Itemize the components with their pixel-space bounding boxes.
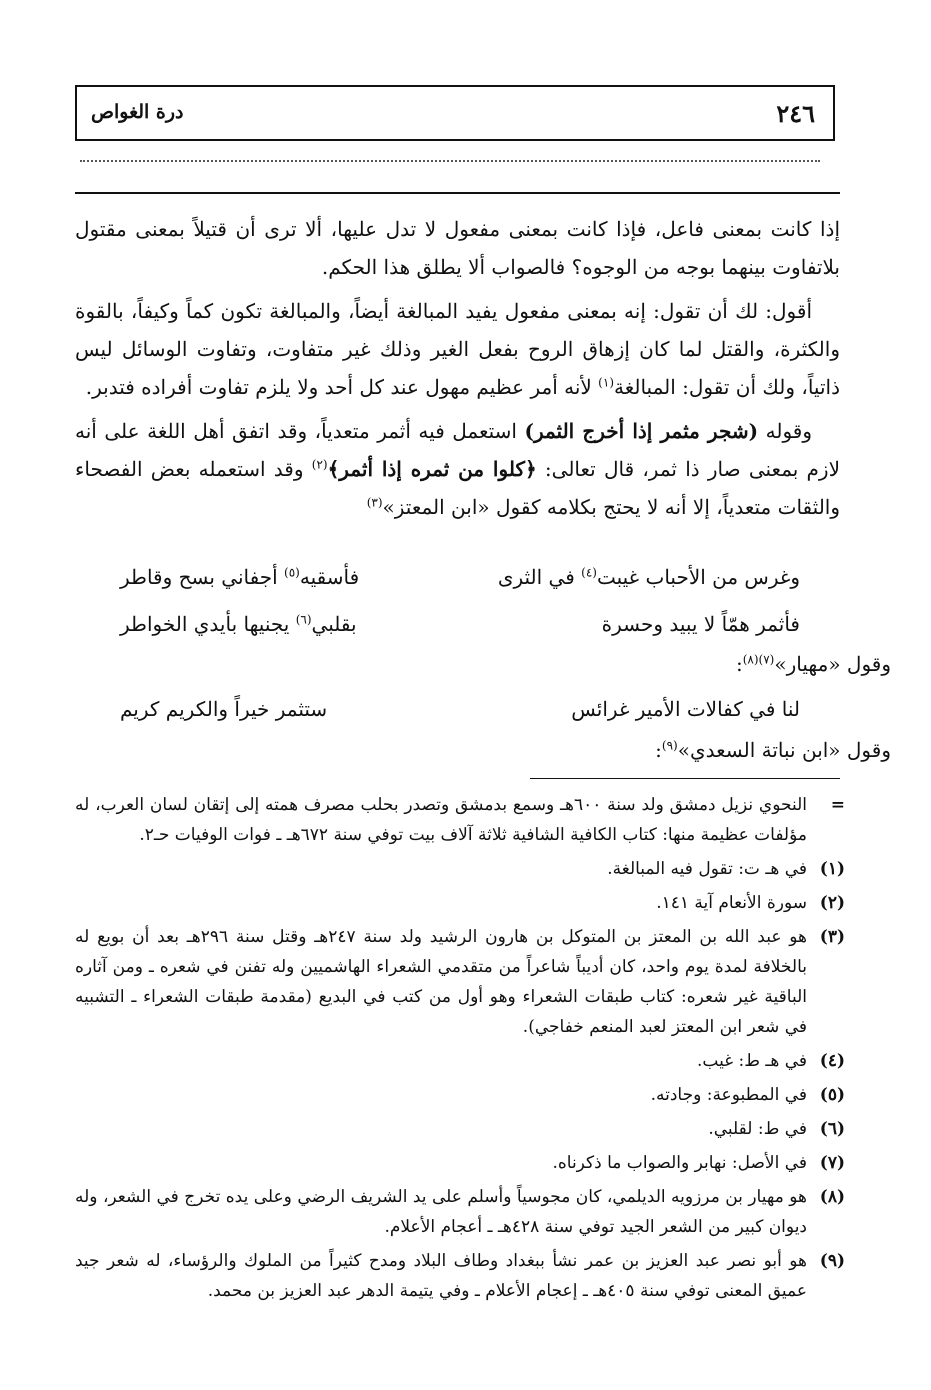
footnote-text: في هـ ت: تقول فيه المبالغة. — [607, 859, 807, 879]
footnote-number: (١) — [819, 859, 845, 879]
dotted-separator — [80, 160, 820, 162]
footnote-number: (٨) — [819, 1187, 845, 1207]
footnote-number: (٧) — [819, 1153, 845, 1173]
paragraph-3 — [75, 412, 840, 526]
footnotes — [75, 790, 845, 1310]
footnote-number: (٦) — [819, 1119, 845, 1139]
verse-3 — [120, 697, 800, 737]
paragraph-1: إذا كانت بمعنى فاعل، فإذا كانت بمعنى مفعول لا تدل عليها، ألا ترى أن قتيلاً بمعنى مقتول بلاتفاوت بينهما بوجه من الوجوه؟ فالصواب ألا يطلق هذا الحكم. — [75, 217, 840, 279]
header-rule — [75, 192, 840, 194]
footnote-text: هو مهيار بن مرزويه الديلمي، كان مجوسياً وأسلم على يد الشريف الرضي وعلى يده تخرج في الشعر، وله ديوان كبير من الشعر الجيد توفي سنة ٤٢٨هـ ـ أعجام الأعلام. — [75, 1187, 807, 1237]
footnote-text: هو عبد الله بن المعتز بن المتوكل بن هارون الرشيد ولد سنة ٢٤٧هـ وقتل سنة ٢٩٦هـ بعد أن بويع له بالخلافة لمدة يوم واحد، كان أديباً شاعراً من متقدمي الشعراء الهاشميين وله تفنن في شعره ـ ومن آثاره الباقية غير شعره: كتاب طبقات الشعراء وهو أول من كتب في البديع (مقدمة طبقات الشعراء ـ التشبيه في شعر ابن المعتز لعبد المنعم خفاجي). — [75, 927, 807, 1037]
verse-3-hemistich-1: لنا في كفالات الأمير غرائس — [571, 697, 800, 721]
paragraph-3-bold: (شجر مثمر إذا أخرج الثمر) — [524, 419, 759, 443]
footnote-ref-9: (٩) — [661, 738, 678, 753]
footnote-text: في المطبوعة: وجادته. — [650, 1085, 807, 1105]
footnote-ref-7-8: (٧)(٨) — [742, 652, 775, 667]
verse-2 — [120, 612, 800, 652]
footnote-text: هو أبو نصر عبد العزيز بن عمر نشأ ببغداد وطاف البلاد ومدح كثيراً من الملوك والرؤساء، له شعر جيد عميق المعنى توفي سنة ٤٠٥هـ ـ إعجام الأعلام ـ وفي يتيمة الدهر عبد العزيز بن محمد. — [75, 1251, 807, 1301]
intro-mihyar-colon: : — [735, 652, 743, 676]
page-number: ٢٤٦ — [776, 99, 815, 128]
footnote-ref-3: (٣) — [366, 495, 383, 510]
intro-mihyar-text: وقول «مهيار» — [774, 652, 891, 676]
footnote-text: في ط: لقلبي. — [708, 1119, 807, 1139]
verse-1 — [120, 565, 800, 605]
verse-2-h2-end: يجنيها بأيدي الخواطر — [120, 612, 296, 636]
paragraph-3-c: وقد استعمله بعض الفصحاء والثقات متعدياً، إلا أنه لا يحتج بكلامه كقول «ابن المعتز» — [75, 457, 840, 519]
footnote-item — [75, 1246, 845, 1306]
verse-2-hemistich-2 — [120, 612, 357, 636]
footnote-ref-2: (٢) — [311, 457, 328, 472]
footnote-ref-1: (١) — [598, 375, 614, 390]
footnote-ref-4: (٤) — [581, 565, 597, 580]
footnote-rule — [530, 778, 840, 779]
paragraph-2-end: لأنه أمر عظيم مهول عند كل أحد ولا يلزم تفاوت أفراده فتدبر. — [85, 375, 599, 399]
footnote-item — [75, 1046, 845, 1076]
page-header — [75, 85, 835, 141]
intro-ibn-nubata-colon: : — [655, 738, 662, 762]
quran-quote: ﴿كلوا من ثمره إذا أثمر﴾ — [327, 457, 537, 481]
paragraph-2-start: أقول: لك أن تقول: إنه بمعنى مفعول يفيد المبالغة أيضاً، والمبالغة تكون كماً وكيفاً، بالقوة والكثرة، والقتل لما كان إزهاق الروح بفعل الغير وذلك غير متفاوت، وتفاوت الوسائل ليس ذاتياً، ولك أن تقول: المبالغة — [75, 299, 840, 399]
verse-2-hemistich-1: فأثمر همّاً لا يبيد وحسرة — [601, 612, 800, 636]
footnote-item — [75, 1114, 845, 1144]
footnote-item — [75, 1148, 845, 1178]
footnote-number: (٣) — [819, 927, 845, 947]
verse-intro-mihyar — [736, 652, 891, 676]
footnote-ref-6: (٦) — [295, 612, 312, 627]
footnote-item — [75, 790, 845, 850]
footnote-number: (٢) — [819, 893, 845, 913]
intro-ibn-nubata-text: وقول «ابن نباتة السعدي» — [677, 738, 891, 762]
footnote-number: (٥) — [819, 1085, 845, 1105]
verse-2-h2-text: بقلبي — [311, 612, 357, 636]
footnote-text: في هـ ط: غيب. — [696, 1051, 807, 1071]
footnote-item — [75, 1080, 845, 1110]
verse-1-h2-end: أجفاني بسح وقاطر — [120, 565, 285, 589]
footnote-item — [75, 1182, 845, 1242]
paragraph-2 — [75, 292, 840, 406]
book-title: درة الغواص — [91, 101, 184, 123]
verse-3-hemistich-2: ستثمر خيراً والكريم كريم — [120, 697, 328, 721]
footnote-item — [75, 922, 845, 1042]
paragraph-3-b: استعمل فيه أثمر متعدياً، وقد اتفق أهل اللغة على أنه لازم بمعنى صار ذا ثمر، قال تعالى: — [75, 419, 840, 481]
body-text — [75, 210, 840, 532]
verse-1-hemistich-1 — [498, 565, 800, 589]
verse-1-h1-text: وغرس من الأحباب غيبت — [596, 565, 800, 589]
footnote-text: النحوي نزيل دمشق ولد سنة ٦٠٠هـ وسمع بدمشق وتصدر بحلب مصرف همته إلى إتقان لسان العرب، له مؤلفات عظيمة منها: كتاب الكافية الشافية ثلاثة آلاف بيت توفي سنة ٦٧٢هـ ـ فوات الوفيات حـ٢. — [75, 795, 807, 845]
footnote-text: في الأصل: نهابر والصواب ما ذكرناه. — [552, 1153, 807, 1173]
verse-1-hemistich-2 — [120, 565, 359, 589]
footnote-ref-5: (٥) — [284, 565, 300, 580]
footnote-number: = — [830, 795, 845, 815]
footnote-number: (٩) — [819, 1251, 845, 1271]
verse-1-h1-end: في الثرى — [497, 565, 582, 589]
verse-intro-ibn-nubata — [655, 738, 891, 762]
footnote-item — [75, 888, 845, 918]
footnote-item — [75, 854, 845, 884]
verse-1-h2-text: فأسقيه — [299, 565, 360, 589]
footnote-number: (٤) — [819, 1051, 845, 1071]
footnote-text: سورة الأنعام آية ١٤١. — [656, 893, 807, 913]
paragraph-3-a: وقوله — [758, 419, 812, 443]
